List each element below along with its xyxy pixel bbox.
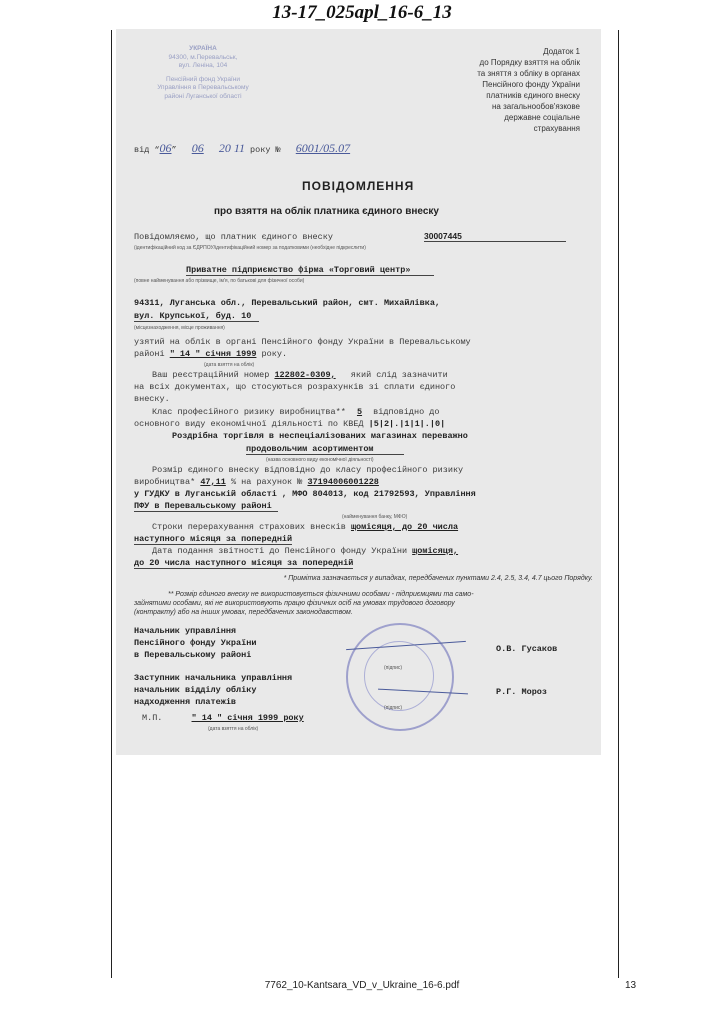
deputy-sign-caption: (підпис): [384, 705, 403, 711]
addendum-line: до Порядку взяття на облік: [479, 58, 580, 67]
seal-line: [142, 713, 304, 723]
report-value: щомісяця,: [412, 546, 459, 556]
risk-text2-prefix: основного виду економічної діяльності по КВЕД: [134, 419, 364, 429]
registration-text2-prefix: районі: [134, 349, 165, 359]
payer-address-line2: вул. Крупської, буд. 10: [134, 311, 259, 322]
left-margin-line: [111, 30, 112, 978]
bank-line2: ПФУ в Перевальському районі: [134, 501, 278, 512]
rate-value: 47,11: [200, 477, 226, 487]
addendum-line: Пенсійного фонду України: [482, 80, 580, 89]
scanned-document: [116, 29, 601, 755]
note-1: * Примітка зазначається у випадках, передбачених пунктами 2.4, 2.5, 3.4, 4.7 цього Порядку.: [283, 575, 593, 582]
head-name: О.В. Гусаков: [496, 644, 558, 654]
issuer-stamp-line: районі Луганської області: [164, 92, 242, 100]
report-value-line2: до 20 числа наступного місяця за попередній: [134, 558, 354, 568]
date-line: від “06” 06 20 11 року № 6001/05.07: [134, 141, 351, 155]
activity-caption: (назва основного виду економічної діяльності): [266, 457, 374, 463]
payer-code: 30007445: [424, 231, 566, 242]
payer-code-caption: (ідентифікаційний код за ЄДРПОУ/ідентифікаційний номер за податковими (необхідне підкреслити): [134, 245, 366, 251]
deputy-title-line: надходження платежів: [134, 697, 237, 707]
rate-text1: Розмір єдиного внеску відповідно до класу професійного ризику: [152, 465, 464, 475]
note-2-line1: ** Розмір єдиного внеску не використовується фізичними особами - підприємцями та само-: [168, 591, 474, 598]
reg-number: 122802-0309,: [274, 370, 336, 380]
registration-text1: узятий на облік в органі Пенсійного фонду України в Перевальському: [134, 337, 471, 347]
addendum-line: державне соціальне: [504, 113, 580, 122]
seal-date: " 14 " січня 1999 року: [191, 713, 304, 723]
payer-address-caption: (місцезнаходження, місце проживання): [134, 325, 225, 331]
head-sign-caption: (підпис): [384, 665, 403, 671]
issuer-stamp-line: УКРАЇНА: [189, 45, 217, 52]
reg-text2: на всіх документах, що стосуються розрахунків зі сплати єдиного: [134, 382, 456, 392]
deputy-title: [134, 672, 292, 708]
report-prefix: Дата подання звітності до Пенсійного фонду України: [152, 546, 408, 556]
rate-text2-prefix: виробництва*: [134, 477, 196, 487]
seal-date-caption: (дата взяття на облік): [208, 726, 259, 732]
report-line: [152, 546, 458, 556]
note-2-line2: зайнятими особами, які не використовують працю фізичних осіб на умовах трудового договору: [134, 600, 455, 607]
issuer-stamp: [128, 45, 278, 101]
payer-name: Приватне підприємство фірма «Торговий центр»: [186, 265, 434, 276]
addendum-line: страхування: [533, 124, 580, 133]
transfer-value: щомісяця, до 20 числа: [350, 522, 459, 532]
risk-text1-suffix: відповідно до: [373, 407, 440, 417]
reg-number-suffix: який слід зазначити: [350, 370, 448, 380]
date-year-label: року №: [250, 145, 281, 155]
addendum-line: та зняття з обліку в органах: [477, 69, 580, 78]
bank-line1: у ГУДКУ в Луганській області , МФО 804013, код 21792593, Управління: [134, 489, 476, 499]
official-seal: [346, 623, 454, 731]
registration-text2-suffix: року.: [261, 349, 288, 359]
reg-number-label: Ваш реєстраційний номер: [152, 370, 270, 380]
risk-text1-prefix: Клас професійного ризику виробництва**: [152, 407, 346, 417]
kved-code: |5|2|.|1|1|.|0|: [368, 419, 446, 429]
bank-account: 37194006001228: [307, 477, 379, 487]
deputy-title-line: начальник відділу обліку: [134, 685, 257, 695]
issuer-stamp-line: Пенсійний фонд України: [166, 75, 240, 83]
registration-date-caption: (дата взяття на облік): [204, 362, 255, 368]
footer-filename: 7762_10-Kantsara_VD_v_Ukraine_16-6.pdf: [264, 980, 460, 991]
rate-text2-mid: % на рахунок №: [230, 477, 303, 487]
reg-text3: внеску.: [134, 394, 170, 404]
note-2-line3: (контракту) або на інших умовах, передбачених законодавством.: [134, 609, 353, 616]
transfer-line: [152, 522, 458, 532]
issuer-stamp-line: вул. Леніна, 104: [178, 62, 228, 69]
rate-text2: [134, 477, 379, 487]
document-title: ПОВІДОМЛЕННЯ: [302, 179, 415, 193]
head-title-line: в Перевальському районі: [134, 650, 252, 660]
payer-name-caption: (повне найменування або прізвище, ім'я, по батькові для фізичної особи): [134, 278, 305, 284]
deputy-title-line: Заступник начальника управління: [134, 673, 293, 683]
reg-number-line: [152, 370, 448, 380]
head-title-line: Начальник управління: [134, 626, 237, 636]
issuer-stamp-line: Управління в Перевальському: [157, 84, 249, 91]
right-margin-line: [618, 30, 619, 978]
transfer-value-line2: наступного місяця за попередній: [134, 534, 293, 544]
risk-line1: [152, 407, 439, 417]
date-from-label: від: [134, 145, 150, 155]
risk-line2: [134, 419, 445, 429]
notify-text: Повідомляємо, що платник єдиного внеску: [134, 232, 333, 242]
activity-line1: Роздрібна торгівля в неспеціалізованих магазинах переважно: [172, 431, 468, 441]
deputy-name: Р.Г. Мороз: [496, 687, 548, 697]
risk-class: 5: [356, 407, 363, 417]
document-header-title: 13-17_025apl_16-6_13: [272, 2, 452, 23]
document-subtitle: про взяття на облік платника єдиного внеску: [214, 206, 439, 217]
addendum-line: Додаток 1: [543, 47, 580, 56]
registration-text2: [134, 349, 287, 359]
head-title-line: Пенсійного фонду України: [134, 638, 257, 648]
activity-line2: продовольчим асортиментом: [246, 444, 404, 455]
registration-date: " 14 " січня 1999: [169, 349, 257, 359]
addendum-line: на загальнообов'язкове: [491, 102, 580, 111]
document-number: 6001/05.07: [295, 141, 351, 155]
payer-address-line1: 94311, Луганська обл., Перевальський район, смт. Михайлівка,: [134, 298, 441, 308]
date-month: 06: [191, 141, 204, 155]
seal-label: М.П.: [142, 713, 163, 723]
date-day: 06: [159, 141, 172, 155]
footer-page-number: 13: [625, 980, 637, 991]
addendum-line: платників єдиного внеску: [486, 91, 580, 100]
addendum-note: [477, 46, 580, 134]
transfer-prefix: Строки перерахування страхових внесків: [152, 522, 346, 532]
bank-caption: (найменування банку, МФО): [342, 514, 408, 520]
date-year: 20 11: [218, 141, 245, 155]
head-title: [134, 625, 256, 661]
issuer-stamp-line: 94300, м.Перевальськ,: [168, 53, 238, 61]
